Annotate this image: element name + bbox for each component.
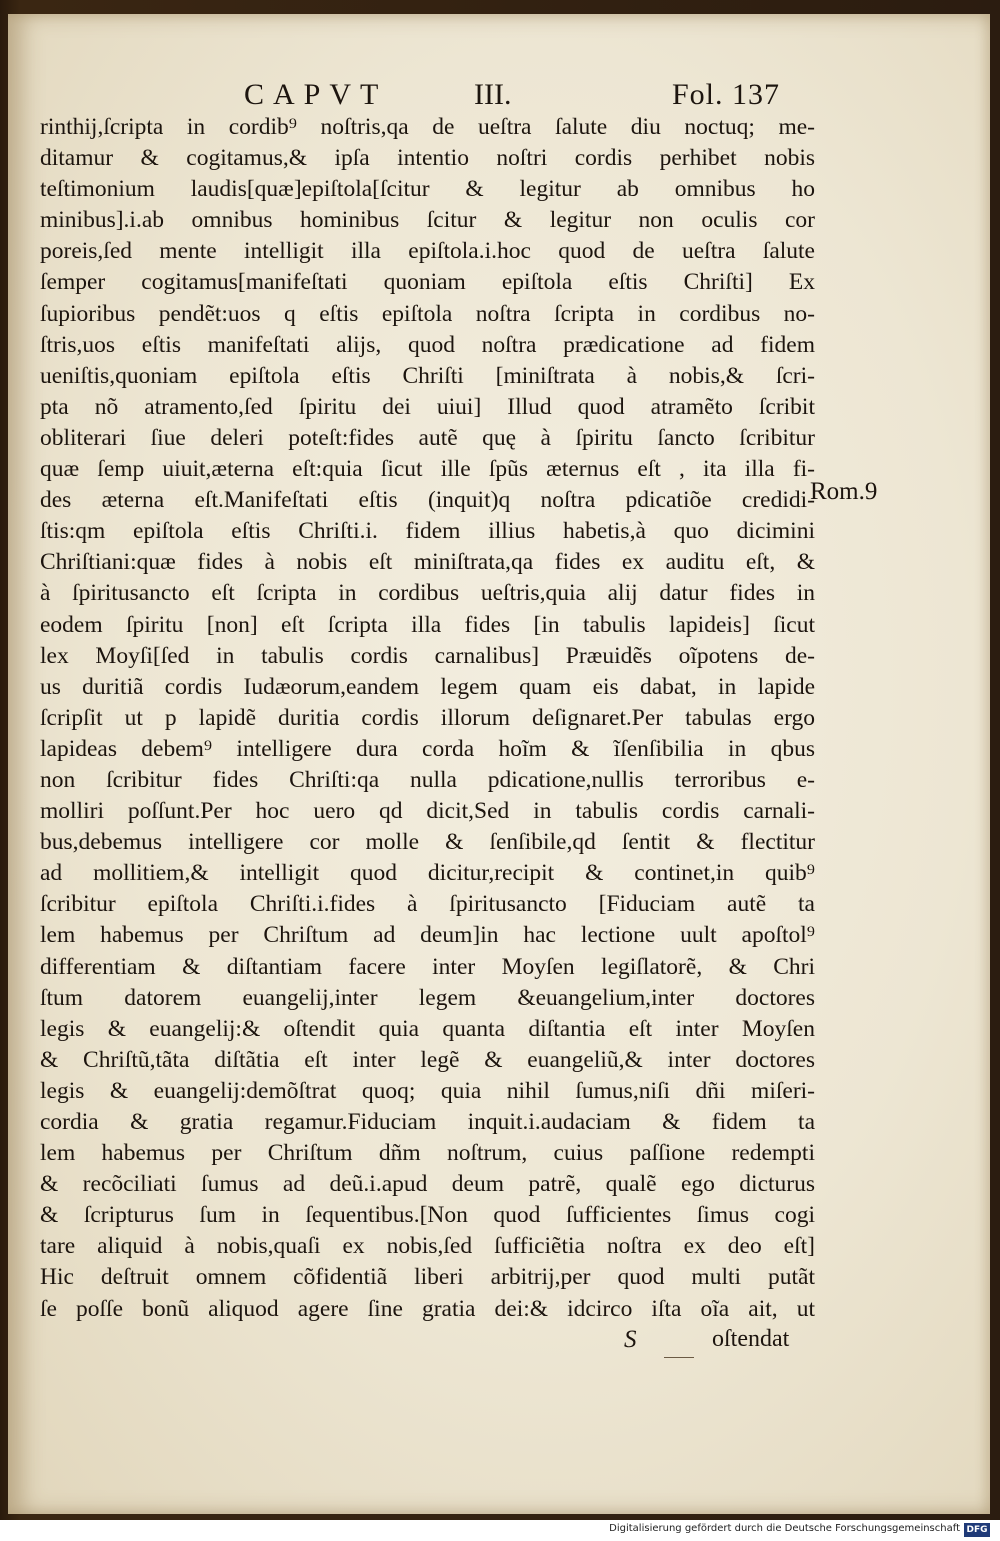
text-line: eodem ſpiritu [non] eſt ſcripta illa fides [in tabulis lapideis] ſicut	[40, 611, 815, 638]
text-line: rinthij,ſcripta in cordib⁹ noſtris,qa de ueſtra ſalute diu noctuq; me-	[40, 114, 815, 140]
text-line: lem habemus per Chriſtum dñm noſtrum, cuius paſſione redempti	[40, 1140, 815, 1167]
text-line: ſcribitur epiſtola Chriſti.i.fides à ſpiritusancto [Fiduciam autẽ ta	[40, 891, 815, 918]
text-line: ditamur & cogitamus,& ipſa intentio noſtri cordis perhibet nobis	[40, 145, 815, 172]
text-line: pta nõ atramento,ſed ſpiritu dei uiui] Illud quod atramẽto ſcribit	[40, 393, 815, 420]
text-line: Hic deſtruit omnem cõfidentiã liberi arbitrij,per quod multi putãt	[40, 1264, 815, 1291]
body-text	[40, 112, 815, 1325]
text-line: des æterna eſt.Manifeſtati eſtis (inquit)q noſtra pdicatiõe credidi-	[40, 487, 815, 514]
text-line: tare aliquid à nobis,quaſi ex nobis,ſed ſufficiẽtia noſtra ex deo eſt]	[40, 1233, 815, 1260]
text-line: obliterari ſiue deleri poteſt:fides autẽ quę à ſpiritu ſancto ſcribitur	[40, 424, 815, 451]
text-line: lapideas debem⁹ intelligere dura corda hoĩm & ĩſenſibilia in qbus	[40, 735, 815, 762]
signature-rule	[664, 1357, 694, 1358]
text-line: teſtimonium laudis[quæ]epiſtola[ſcitur & legitur ab omnibus ho	[40, 176, 815, 203]
text-line: molliri poſſunt.Per hoc uero qd dicit,Sed in tabulis cordis carnali-	[40, 798, 815, 825]
text-line: non ſcribitur fides Chriſti:qa nulla pdicatione,nullis terroribus e-	[40, 766, 815, 793]
running-head-chapter: III.	[474, 78, 512, 111]
text-line: ſtis:qm epiſtola eſtis Chriſti.i. fidem illius habetis,à quo dicimini	[40, 518, 815, 545]
text-line: ſtris,uos eſtis manifeſtati alijs, quod noſtra prædicatione ad fidem	[40, 331, 815, 358]
text-line: differentiam & diſtantiam facere inter Moyſen legiſlatorẽ, & Chri	[40, 953, 815, 980]
text-line: ad mollitiem,& intelligit quod dicitur,recipit & continet,in quib⁹	[40, 860, 815, 887]
text-line: ſcripſit ut p lapidẽ duritia cordis illorum deſignaret.Per tabulas ergo	[40, 704, 815, 731]
text-line: quæ ſemp uiuit,æterna eſt:quia ſicut ille ſpũs æternus eſt , ita illa fi-	[40, 456, 815, 483]
text-line: bus,debemus intelligere cor molle & ſenſibile,qd ſentit & flectitur	[40, 829, 815, 856]
text-line: ueniſtis,quoniam epiſtola eſtis Chriſti [miniſtrata à nobis,& ſcri-	[40, 362, 815, 389]
text-line: & Chriſtũ,tãta diſtãtia eſt inter legẽ & euangeliũ,& inter doctores	[40, 1046, 815, 1073]
text-line: minibus].i.ab omnibus hominibus ſcitur & legitur non oculis cor	[40, 207, 815, 234]
signature-mark: S	[624, 1326, 637, 1353]
text-line: ſupioribus pendẽt:uos q eſtis epiſtola noſtra ſcripta in cordibus no-	[40, 300, 815, 327]
text-line: Chriſtiani:quæ fides à nobis eſt miniſtrata,qa fides ex auditu eſt, &	[40, 549, 815, 576]
running-head-caput: CAPVT	[244, 78, 388, 111]
text-line: poreis,ſed mente intelligit illa epiſtola.i.hoc quod de ueſtra ſalute	[40, 238, 815, 265]
text-line: cordia & gratia regamur.Fiduciam inquit.i.audaciam & fidem ta	[40, 1109, 815, 1135]
marginal-note: Rom.9	[810, 478, 878, 505]
folio-number: Fol. 137	[672, 78, 781, 111]
text-line: à ſpiritusancto eſt ſcripta in cordibus ueſtris,quia alij datur fides in	[40, 580, 815, 607]
text-line: & ſcripturus ſum in ſequentibus.[Non quod ſufficientes ſimus cogi	[40, 1202, 815, 1229]
text-line: ſtum datorem euangelij,inter legem &euangelium,inter doctores	[40, 984, 815, 1011]
footer-credit: Digitalisierung gefördert durch die Deutsche Forschungsgemeinschaft	[609, 1523, 960, 1534]
text-line: lex Moyſi[ſed in tabulis cordis carnalibus] Præuidẽs oĩpotens de-	[40, 642, 815, 669]
catchword: oſtendat	[712, 1326, 790, 1352]
text-line: lem habemus per Chriſtum ad deum]in hac lectione uult apoſtol⁹	[40, 922, 815, 949]
text-line: ſe poſſe bonũ aliquod agere ſine gratia dei:& idcirco iſta oĩa ait, ut	[40, 1295, 815, 1322]
text-line: legis & euangelij:demõſtrat quoq; quia nihil ſumus,niſi dñi miſeri-	[40, 1077, 815, 1104]
footer-bar	[0, 1520, 1000, 1541]
text-line: legis & euangelij:& oſtendit quia quanta diſtantia eſt inter Moyſen	[40, 1015, 815, 1042]
text-line: us duritiã cordis Iudæorum,eandem legem quam eis dabat, in lapide	[40, 673, 815, 700]
dfg-logo-icon: DFG	[964, 1523, 990, 1537]
text-line: ſemper cogitamus[manifeſtati quoniam epiſtola eſtis Chriſti] Ex	[40, 269, 815, 296]
text-line: & recõciliati ſumus ad deũ.i.apud deum patrẽ, qualẽ ego dicturus	[40, 1171, 815, 1198]
